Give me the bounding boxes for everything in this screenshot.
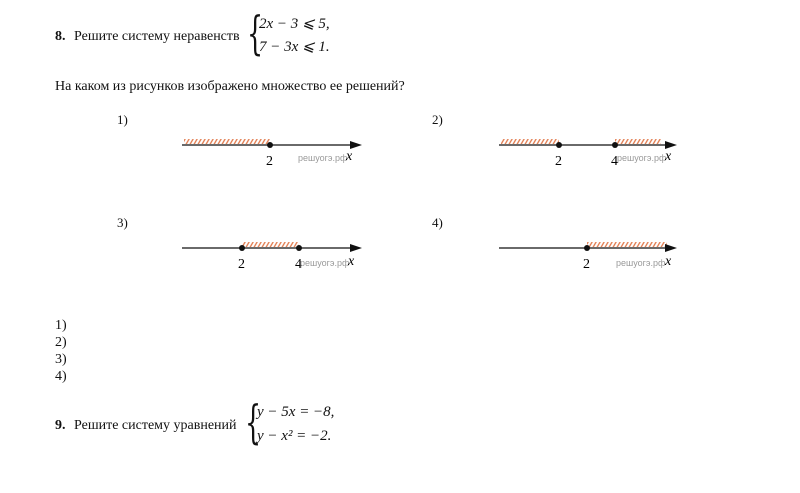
inequality-2: 7 − 3x ⩽ 1. bbox=[259, 39, 330, 55]
solution-hatch bbox=[242, 242, 299, 247]
watermark: решуогэ.рф bbox=[300, 258, 350, 268]
figure-label: 3) bbox=[117, 215, 128, 230]
figure-label: 4) bbox=[432, 215, 443, 230]
question-8-question: На каком из рисунков изображено множество ее решений? bbox=[55, 79, 405, 94]
question-9 bbox=[0, 395, 800, 465]
answer-option-1[interactable]: 1) bbox=[55, 318, 67, 333]
answer-option-2[interactable]: 2) bbox=[55, 335, 67, 350]
question-9-number: 9. bbox=[55, 418, 66, 433]
answer-option-3[interactable]: 3) bbox=[55, 352, 67, 367]
point-2 bbox=[267, 142, 273, 148]
figure-label: 2) bbox=[432, 112, 443, 127]
number-line bbox=[425, 211, 695, 271]
tick-label: 2 bbox=[238, 257, 245, 271]
solution-hatch-left bbox=[501, 139, 559, 144]
solution-hatch-right bbox=[615, 139, 661, 144]
equation-1: y − 5x = −8, bbox=[257, 404, 335, 420]
point-2 bbox=[556, 142, 562, 148]
point-2 bbox=[239, 245, 245, 251]
axis-variable: x bbox=[348, 254, 355, 269]
question-9-prompt: Решите систему уравнений bbox=[74, 418, 237, 433]
system-brace: { bbox=[247, 6, 264, 60]
axis-variable: x bbox=[665, 149, 672, 164]
figure-2 bbox=[425, 108, 695, 168]
number-line bbox=[110, 211, 380, 271]
solution-hatch bbox=[184, 139, 270, 144]
figure-3 bbox=[110, 211, 380, 271]
point-4 bbox=[612, 142, 618, 148]
system-brace: { bbox=[245, 395, 262, 449]
question-8-number: 8. bbox=[55, 29, 66, 44]
tick-label: 2 bbox=[266, 154, 273, 168]
solution-hatch bbox=[587, 242, 667, 247]
number-line bbox=[425, 108, 695, 168]
number-line bbox=[110, 108, 380, 168]
point-2 bbox=[584, 245, 590, 251]
figure-4 bbox=[425, 211, 695, 271]
equation-2: y − x² = −2. bbox=[257, 428, 332, 444]
watermark: решуогэ.рф bbox=[298, 153, 348, 163]
tick-label: 4 bbox=[611, 154, 618, 168]
axis-variable: x bbox=[665, 254, 672, 269]
tick-label: 2 bbox=[555, 154, 562, 168]
inequality-1: 2x − 3 ⩽ 5, bbox=[259, 16, 330, 32]
tick-label: 2 bbox=[583, 257, 590, 271]
tick-label: 4 bbox=[295, 257, 302, 271]
answer-option-4[interactable]: 4) bbox=[55, 369, 67, 384]
point-4 bbox=[296, 245, 302, 251]
watermark: решуогэ.рф bbox=[616, 258, 666, 268]
answer-options bbox=[55, 317, 67, 385]
figure-label: 1) bbox=[117, 112, 128, 127]
axis-variable: x bbox=[346, 149, 353, 164]
figure-1 bbox=[110, 108, 380, 168]
question-8-prompt: Решите систему неравенств bbox=[74, 29, 240, 44]
watermark: решуогэ.рф bbox=[617, 153, 667, 163]
